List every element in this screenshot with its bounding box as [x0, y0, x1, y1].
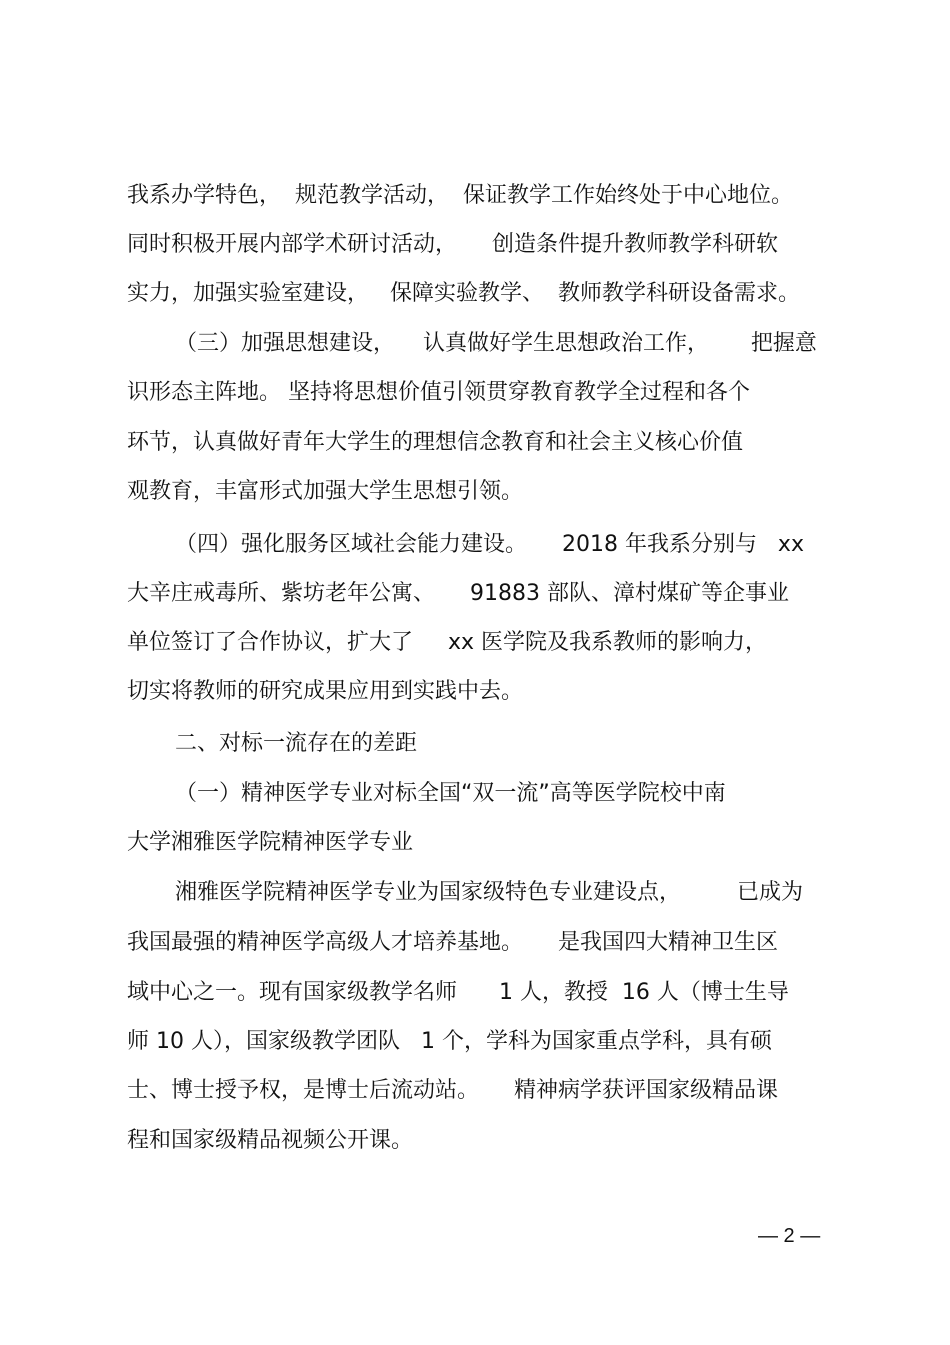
paragraph-line: 湘雅医学院精神医学专业为国家级特色专业建设点， 已成为	[175, 880, 803, 905]
paragraph-line: 实力，加强实验室建设， 保障实验教学、 教师教学科研设备需求。	[127, 281, 800, 306]
paragraph-line: （三）加强思想建设， 认真做好学生思想政治工作， 把握意	[175, 331, 817, 356]
page-number: — 2 —	[758, 1225, 821, 1247]
paragraph-line: 环节，认真做好青年大学生的理想信念教育和社会主义核心价值	[127, 430, 744, 455]
paragraph-line: （四）强化服务区域社会能力建设。 2018 年我系分别与 xx	[175, 532, 804, 557]
paragraph-line: 大辛庄戒毒所、紫坊老年公寓、 91883 部队、漳村煤矿等企事业	[127, 581, 789, 606]
paragraph-line: 识形态主阵地。 坚持将思想价值引领贯穿教育教学全过程和各个	[127, 380, 750, 405]
paragraph-line: 我国最强的精神医学高级人才培养基地。 是我国四大精神卫生区	[127, 930, 778, 955]
paragraph-line: 切实将教师的研究成果应用到实践中去。	[127, 679, 524, 704]
paragraph-line: 域中心之一。现有国家级教学名师 1 人，教授 16 人（博士生导	[127, 980, 789, 1005]
paragraph-line: 观教育，丰富形式加强大学生思想引领。	[127, 479, 524, 504]
paragraph-line: 同时积极开展内部学术研讨活动， 创造条件提升教师教学科研软	[127, 232, 778, 257]
paragraph-line: 士、博士授予权，是博士后流动站。 精神病学获评国家级精品课	[127, 1078, 778, 1103]
paragraph-line: 师 10 人），国家级教学团队 1 个，学科为国家重点学科，具有硕	[127, 1029, 772, 1054]
paragraph-line: 程和国家级精品视频公开课。	[127, 1128, 414, 1153]
paragraph-line: 单位签订了合作协议，扩大了 xx 医学院及我系教师的影响力，	[127, 630, 767, 655]
subsection-heading: 大学湘雅医学院精神医学专业	[127, 830, 414, 855]
paragraph-line: 我系办学特色， 规范教学活动， 保证教学工作始终处于中心地位。	[127, 183, 793, 208]
section-heading: 二、对标一流存在的差距	[175, 731, 418, 756]
subsection-heading: （一）精神医学专业对标全国“双一流”高等医学院校中南	[175, 781, 726, 806]
